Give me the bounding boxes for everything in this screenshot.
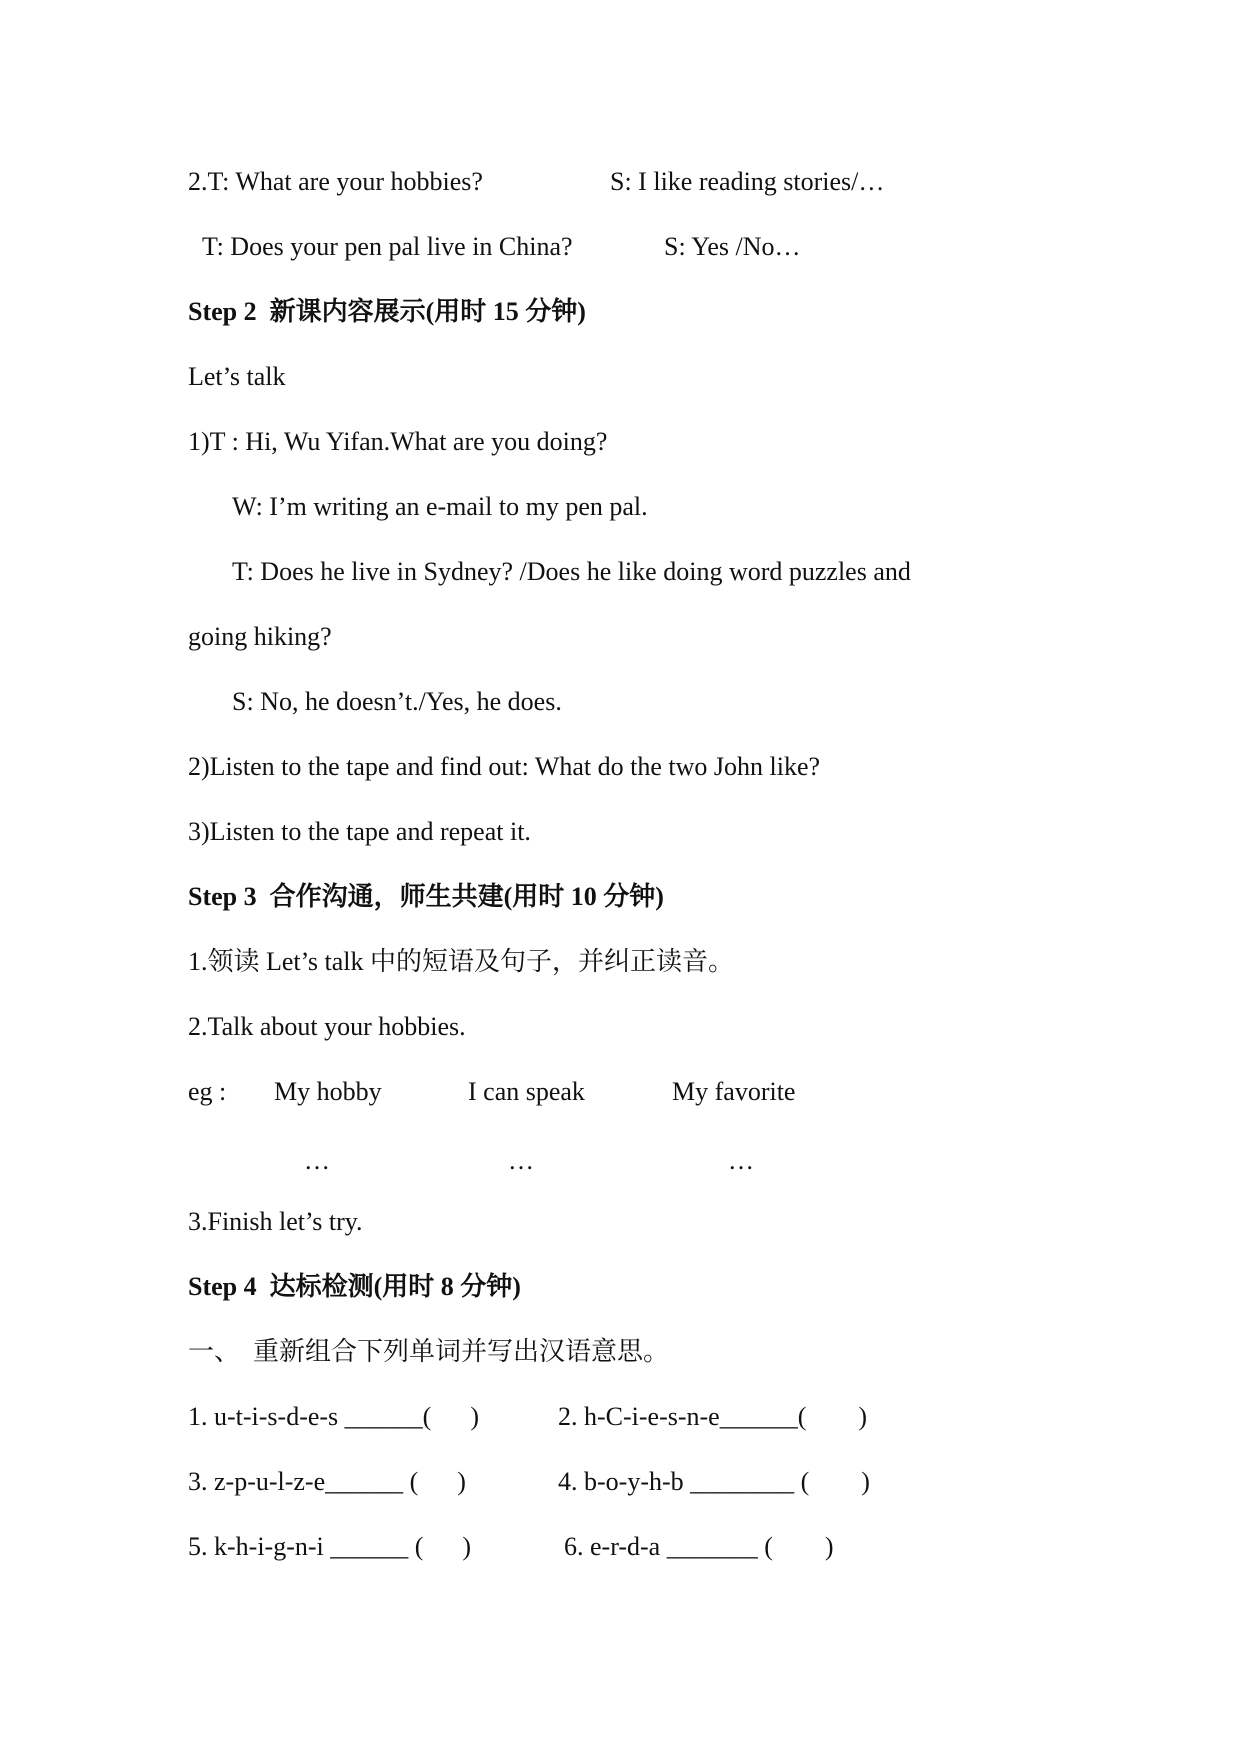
step3-line-2: 2.Talk about your hobbies. (188, 1012, 466, 1041)
question-4: 4. b-o-y-h-b ________ ( ) (558, 1467, 870, 1496)
eg-dots-3: … (728, 1146, 754, 1175)
listen-repeat: 3)Listen to the tape and repeat it. (188, 817, 531, 846)
line-pen-pal-question: T: Does your pen pal live in China? (202, 232, 573, 261)
step4-heading: Step 4 达标检测(用时 8 分钟) (188, 1272, 521, 1301)
dialogue-line-1: 1)T : Hi, Wu Yifan.What are you doing? (188, 427, 608, 456)
dialogue-line-3: T: Does he live in Sydney? /Does he like doing word puzzles and (232, 557, 911, 586)
lets-talk-label: Let’s talk (188, 362, 286, 391)
line-hobbies-answer: S: I like reading stories/… (610, 167, 885, 196)
step3-line-3: 3.Finish let’s try. (188, 1207, 363, 1236)
step3-heading: Step 3 合作沟通，师生共建(用时 10 分钟) (188, 882, 664, 911)
task-title: 一、 重新组合下列单词并写出汉语意思。 (188, 1337, 670, 1366)
step3-line-1: 1.领读 Let’s talk 中的短语及句子，并纠正读音。 (188, 947, 734, 976)
question-2: 2. h-C-i-e-s-n-e______( ) (558, 1402, 868, 1431)
dialogue-line-5: S: No, he doesn’t./Yes, he does. (232, 687, 562, 716)
question-6: 6. e-r-d-a _______ ( ) (564, 1532, 834, 1561)
dialogue-line-2: W: I’m writing an e-mail to my pen pal. (232, 492, 648, 521)
eg-my-favorite: My favorite (672, 1077, 796, 1106)
dialogue-line-4: going hiking? (188, 622, 332, 651)
eg-i-can-speak: I can speak (468, 1077, 585, 1106)
question-3: 3. z-p-u-l-z-e______ ( ) (188, 1467, 466, 1496)
eg-label: eg : (188, 1077, 227, 1106)
eg-dots-1: … (304, 1146, 330, 1175)
line-hobbies-question: 2.T: What are your hobbies? (188, 167, 483, 196)
question-1: 1. u-t-i-s-d-e-s ______( ) (188, 1402, 479, 1431)
eg-dots-2: … (508, 1146, 534, 1175)
listen-find-out: 2)Listen to the tape and find out: What do the two John like? (188, 752, 821, 781)
question-5: 5. k-h-i-g-n-i ______ ( ) (188, 1532, 472, 1561)
line-pen-pal-answer: S: Yes /No… (664, 232, 801, 261)
eg-my-hobby: My hobby (274, 1077, 382, 1106)
step2-heading: Step 2 新课内容展示(用时 15 分钟) (188, 297, 586, 326)
